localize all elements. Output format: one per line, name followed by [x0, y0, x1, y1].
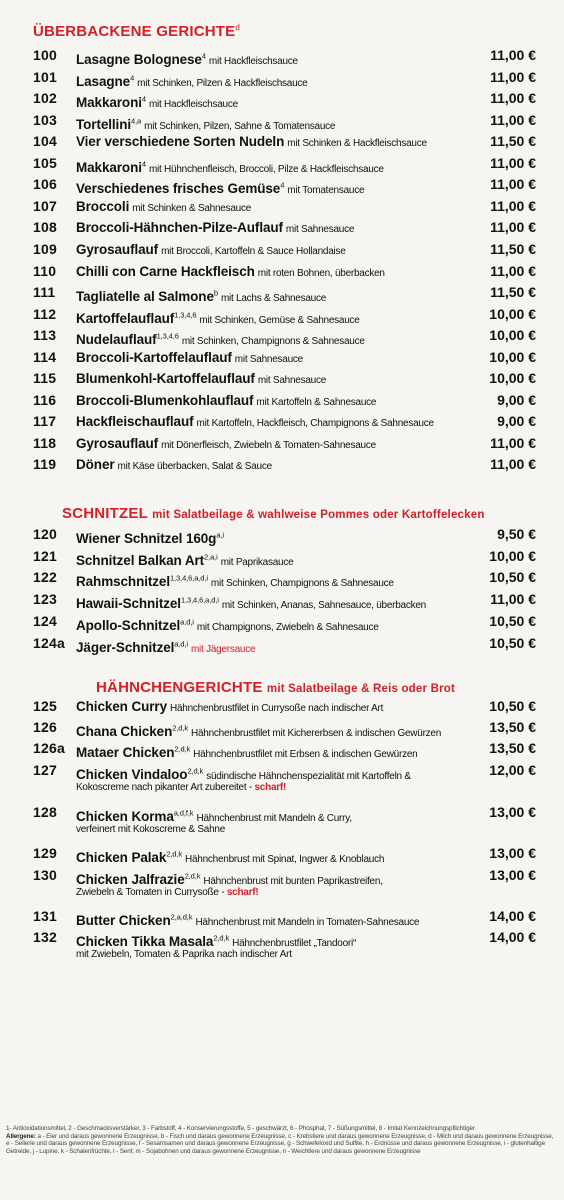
item-allergen-codes: 1,3,4,6 — [174, 310, 197, 319]
footnote-additives: 1- Antioxidationsmittel, 2 - Geschmacksverstärker, 3 - Farbstoff, 4 - Konservierungsstoffe, 5 - geschwärzt, 6 - Phosphat, 7 - Süßungsmittel, 8 - Imitat Kennzeichnungspflichtiger — [6, 1125, 475, 1132]
item-allergen-codes: 1,3,4,6,a,d,i — [180, 595, 219, 604]
item-name — [76, 699, 167, 714]
item-name-text: Gyrosauflauf — [76, 436, 159, 451]
item-number: 102 — [33, 90, 57, 106]
item-name-text: Hawaii-Schnitzel — [76, 595, 181, 611]
item-name — [76, 934, 229, 949]
item-allergen-codes: a,d,i — [180, 617, 194, 626]
item-name — [76, 553, 218, 568]
menu-item — [0, 69, 564, 90]
item-name — [76, 332, 179, 347]
menu-item — [0, 740, 564, 761]
item-description: mit Schinken & Sahnesauce — [132, 203, 252, 214]
item-description: mit Lachs & Sahnesauce — [220, 292, 327, 304]
item-text — [76, 263, 476, 282]
item-name-text: Lasagne — [76, 73, 131, 89]
menu-item — [0, 133, 564, 154]
item-text — [76, 155, 476, 178]
item-description-line2-text: mit Zwiebeln, Tomaten & Paprika nach indischer Art — [76, 949, 292, 960]
item-number: 127 — [33, 762, 57, 778]
item-number: 128 — [33, 804, 57, 820]
item-text — [76, 327, 476, 350]
item-text — [76, 413, 476, 432]
item-description-line2-text: Zwiebeln & Tomaten in Currysoße - — [76, 887, 227, 898]
menu-item — [0, 804, 564, 835]
item-text — [76, 526, 476, 547]
item-text — [76, 435, 476, 454]
item-number: 120 — [33, 526, 57, 542]
item-number: 107 — [33, 198, 57, 214]
item-name — [76, 220, 283, 235]
item-name-text: Broccoli-Blumenkohlauflauf — [76, 393, 254, 408]
item-description-line2-text: Kokoscreme nach pikanter Art zubereitet - — [76, 782, 255, 793]
item-number: 101 — [33, 69, 57, 85]
menu-item — [0, 263, 564, 284]
item-allergen-codes: 4 — [130, 73, 135, 82]
item-text — [76, 698, 476, 717]
item-text — [76, 548, 476, 571]
item-price: 11,50 € — [490, 133, 536, 149]
item-allergen-codes: 2,d,k — [172, 723, 188, 732]
item-description: mit Paprikasauce — [220, 556, 294, 568]
menu-item — [0, 548, 564, 569]
menu-item — [0, 569, 564, 590]
item-description: Hähnchenbrustfilet „Tandoori“ — [232, 937, 357, 949]
item-text — [76, 635, 476, 658]
menu-item — [0, 591, 564, 612]
item-price: 11,50 € — [490, 284, 536, 300]
item-number: 103 — [33, 112, 57, 128]
item-description: mit Dönerfleisch, Zwiebeln & Tomaten-Sahnesauce — [161, 440, 376, 451]
item-name — [76, 767, 203, 782]
item-description: mit Schinken, Champignons & Sahnesauce — [210, 577, 394, 589]
item-description: mit Schinken, Ananas, Sahnesauce, überbacken — [221, 599, 426, 611]
item-price: 11,00 € — [490, 591, 536, 607]
item-name-text: Chilli con Carne Hackfleisch — [76, 264, 255, 279]
item-allergen-codes: 4,a — [131, 116, 142, 125]
item-name — [76, 242, 158, 257]
item-text — [76, 112, 476, 135]
item-number: 116 — [33, 392, 57, 408]
item-name — [76, 181, 284, 196]
item-price: 13,00 € — [489, 845, 536, 861]
item-price: 13,50 € — [489, 719, 536, 735]
menu-item — [0, 698, 564, 719]
item-name — [76, 199, 129, 214]
item-text — [76, 133, 476, 152]
item-price: 10,00 € — [489, 548, 536, 564]
item-description: mit Champignons, Zwiebeln & Sahnesauce — [196, 621, 379, 633]
menu-item — [0, 908, 564, 929]
menu-item — [0, 845, 564, 866]
item-name-text: Kartoffelauflauf — [76, 310, 175, 326]
section-title-text: SCHNITZEL — [62, 505, 148, 522]
menu-item — [0, 176, 564, 197]
item-price: 13,00 € — [489, 804, 536, 820]
item-allergen-codes: 2,d,k — [166, 849, 183, 858]
item-text — [76, 198, 476, 217]
item-name — [76, 264, 255, 279]
item-allergen-codes: 2,a,i — [204, 552, 218, 561]
item-number: 132 — [33, 929, 57, 945]
item-price: 11,00 € — [490, 219, 536, 235]
item-text — [76, 370, 476, 389]
item-name — [76, 574, 208, 589]
item-name — [76, 640, 188, 655]
item-text — [76, 591, 476, 614]
item-name-text: Lasagne Bolognese — [76, 51, 202, 67]
item-text — [76, 47, 476, 70]
item-name-text: Broccoli-Kartoffelauflauf — [76, 350, 232, 365]
menu-item — [0, 284, 564, 305]
item-name — [76, 809, 193, 824]
item-number: 118 — [33, 435, 57, 451]
menu-item — [0, 112, 564, 133]
section-title-schnitzel — [62, 505, 485, 522]
item-number: 131 — [33, 908, 57, 924]
item-description: mit Hackfleischsauce — [208, 55, 298, 67]
item-name-text: Apollo-Schnitzel — [76, 617, 181, 633]
item-description: mit Käse überbacken, Salat & Sauce — [117, 461, 272, 472]
item-name-text: Schnitzel Balkan Art — [76, 552, 205, 568]
item-name-text: Chicken Korma — [76, 808, 174, 824]
item-name-text: Nudelauflauf — [76, 331, 157, 347]
item-name — [76, 350, 232, 365]
item-description: Hähnchenbrust mit bunten Paprikastreifen, — [203, 875, 383, 887]
menu-item — [0, 635, 564, 656]
section-title-text: ÜBERBACKENE GERICHTE — [33, 23, 236, 40]
item-description: mit Hackfleischsauce — [148, 98, 238, 110]
menu-item — [0, 155, 564, 176]
item-description-line2 — [76, 824, 225, 835]
menu-item — [0, 613, 564, 634]
menu-item — [0, 435, 564, 456]
item-name-text: Butter Chicken — [76, 912, 171, 928]
item-price: 9,00 € — [497, 392, 536, 408]
item-price: 10,50 € — [489, 569, 536, 585]
item-text — [76, 69, 476, 92]
item-price: 12,00 € — [489, 762, 536, 778]
item-name — [76, 371, 255, 386]
footnote-allergens-label: Allergene: — [6, 1132, 36, 1140]
item-text — [76, 306, 476, 329]
item-price: 9,00 € — [497, 413, 536, 429]
item-name — [76, 457, 115, 472]
item-price: 14,00 € — [489, 908, 536, 924]
item-description-line2 — [76, 782, 286, 793]
menu-item — [0, 413, 564, 434]
item-name — [76, 745, 190, 760]
item-price: 11,00 € — [490, 198, 536, 214]
item-number: 114 — [33, 349, 57, 365]
item-description-line2 — [76, 949, 292, 960]
item-number: 106 — [33, 176, 57, 192]
item-number: 111 — [33, 284, 56, 300]
item-price: 9,50 € — [497, 526, 536, 542]
item-price: 11,00 € — [490, 69, 536, 85]
item-description: Hähnchenbrust mit Spinat, Ingwer & Knoblauch — [185, 853, 385, 865]
item-price: 10,50 € — [489, 635, 536, 651]
item-number: 108 — [33, 219, 57, 235]
item-text — [76, 845, 476, 868]
item-text — [76, 613, 476, 636]
item-name — [76, 52, 206, 67]
item-name-text: Broccoli — [76, 199, 130, 214]
item-name-text: Döner — [76, 457, 115, 472]
item-number: 100 — [33, 47, 57, 63]
item-name — [76, 289, 218, 304]
item-number: 104 — [33, 133, 57, 149]
item-name-text: Chicken Curry — [76, 699, 167, 714]
menu-item — [0, 241, 564, 262]
item-name-text: Tagliatelle al Salmone — [76, 288, 214, 304]
item-price: 11,00 € — [490, 90, 536, 106]
item-price: 11,00 € — [490, 155, 536, 171]
item-name-text: Chicken Palak — [76, 849, 167, 865]
menu-item — [0, 90, 564, 111]
item-price: 10,00 € — [489, 349, 536, 365]
footnote — [6, 1125, 554, 1155]
menu-item — [0, 719, 564, 740]
item-hot-label: scharf! — [226, 887, 259, 898]
item-price: 11,00 € — [490, 47, 536, 63]
item-name — [76, 596, 219, 611]
item-allergen-codes: 4 — [280, 180, 285, 189]
item-number: 125 — [33, 698, 57, 714]
section-title-haehnchen — [96, 679, 455, 696]
item-name-text: Chana Chicken — [76, 723, 173, 739]
item-description: Hähnchenbrust mit Mandeln & Curry, — [196, 812, 352, 824]
item-allergen-codes: 1,3,4,6 — [156, 331, 179, 340]
item-price: 11,00 € — [490, 456, 536, 472]
item-number: 105 — [33, 155, 57, 171]
item-allergen-codes: a,d,f,k — [173, 808, 194, 817]
item-number: 121 — [33, 548, 57, 564]
menu-item — [0, 526, 564, 547]
item-name — [76, 393, 253, 408]
item-name — [76, 74, 134, 89]
item-description: mit Kartoffeln & Sahnesauce — [256, 397, 377, 408]
item-number: 112 — [33, 306, 57, 322]
item-name-text: Chicken Jalfrazie — [76, 871, 185, 887]
item-allergen-codes: 2,a,d,k — [170, 912, 193, 921]
menu-item — [0, 219, 564, 240]
item-price: 10,00 € — [489, 327, 536, 343]
item-name — [76, 117, 141, 132]
item-text — [76, 392, 476, 411]
item-description: mit roten Bohnen, überbacken — [257, 268, 385, 279]
item-number: 115 — [33, 370, 57, 386]
item-number: 124 — [33, 613, 57, 629]
item-price: 11,00 € — [490, 435, 536, 451]
item-description: mit Schinken, Pilzen & Hackfleischsauce — [137, 77, 308, 89]
item-text — [76, 349, 476, 368]
item-name-text: Makkaroni — [76, 159, 142, 175]
item-price: 14,00 € — [489, 929, 536, 945]
item-price: 10,50 € — [489, 698, 536, 714]
item-price: 11,00 € — [490, 176, 536, 192]
menu-item — [0, 349, 564, 370]
menu-item — [0, 929, 564, 960]
item-price: 13,50 € — [489, 740, 536, 756]
item-allergen-codes: 2,d,k — [213, 933, 230, 942]
section-subtitle: mit Salatbeilage & Reis oder Brot — [266, 683, 456, 695]
item-name-text: Gyrosauflauf — [76, 242, 159, 257]
item-description-line2 — [76, 887, 258, 898]
item-text — [76, 719, 476, 742]
item-name-text: Tortellini — [76, 116, 131, 132]
footnote-allergens: a - Eier und daraus gewonnene Erzeugnisse, b - Fisch und daraus gewonnene Erzeugnisse, c - Krebstiere und daraus gewonnene Erzeugnisse, d - Milch und daraus gewonnene Erzeugnisse, e - Sellerie und daraus gewonnene Erzeugnisse, f - Sesamsamen und daraus gewonnene Erzeugnisse, g - Schwefeloxid und Sulfite, h - Erdnüsse und daraus gewonnene Erzeugnisse, i - glutenhaltige Getreide, j - Lupine, k - Schalenfrüchte, l - Senf, m - Sojabohnen und daraus gewonnene Erzeugnisse, n - Weichtiere und daraus gewonnene Erzeugnisse — [6, 1132, 554, 1155]
item-description: mit Schinken, Pilzen, Sahne & Tomatensauce — [144, 120, 336, 132]
item-number: 119 — [33, 456, 57, 472]
menu-item — [0, 762, 564, 793]
menu-item — [0, 327, 564, 348]
item-name — [76, 436, 158, 451]
item-name — [76, 618, 194, 633]
item-number: 122 — [33, 569, 57, 585]
item-name-text: Chicken Vindaloo — [76, 766, 188, 782]
section-title-ueberbackene — [33, 23, 240, 40]
item-description: südindische Hähnchenspezialität mit Kartoffeln & — [206, 770, 411, 782]
item-price: 10,00 € — [489, 306, 536, 322]
item-name — [76, 414, 194, 429]
section-title-sup: d — [235, 23, 241, 32]
item-price: 11,00 € — [490, 112, 536, 128]
item-text — [76, 908, 476, 931]
item-number: 130 — [33, 867, 57, 883]
item-number: 126a — [33, 740, 65, 756]
item-name-text: Vier verschiedene Sorten Nudeln — [76, 134, 285, 149]
item-number: 110 — [33, 263, 57, 279]
item-text — [76, 90, 476, 113]
item-allergen-codes: 4 — [201, 51, 206, 60]
item-allergen-codes: 4 — [141, 94, 146, 103]
item-text — [76, 219, 476, 238]
item-description: mit Sahnesauce — [234, 354, 303, 365]
item-text — [76, 284, 476, 307]
item-text — [76, 569, 476, 592]
item-price: 13,00 € — [489, 867, 536, 883]
item-price: 10,00 € — [489, 370, 536, 386]
item-description: mit Schinken, Champignons & Sahnesauce — [181, 335, 365, 347]
item-name-text: Rahmschnitzel — [76, 573, 170, 589]
item-allergen-codes: b — [213, 288, 218, 297]
item-description: mit Broccoli, Kartoffeln & Sauce Hollandaise — [161, 246, 346, 257]
item-allergen-codes: a,d,i — [174, 639, 188, 648]
item-text — [76, 456, 476, 475]
item-description: Hähnchenbrustfilet mit Kichererbsen & indischen Gewürzen — [191, 727, 442, 739]
item-number: 124a — [33, 635, 65, 651]
item-name — [76, 160, 146, 175]
item-description: Hähnchenbrust mit Mandeln in Tomaten-Sahnesauce — [195, 916, 420, 928]
item-name-text: Broccoli-Hähnchen-Pilze-Auflauf — [76, 220, 283, 235]
menu-item — [0, 392, 564, 413]
item-description-line2-text: verfeinert mit Kokoscreme & Sahne — [76, 824, 226, 835]
item-number: 113 — [33, 327, 57, 343]
item-allergen-codes: 1,3,4,6,a,d,i — [169, 573, 208, 582]
item-price: 10,50 € — [489, 613, 536, 629]
item-name-text: Chicken Tikka Masala — [76, 933, 214, 949]
item-name — [76, 913, 192, 928]
menu-item — [0, 306, 564, 327]
item-name — [76, 724, 188, 739]
item-number: 126 — [33, 719, 57, 735]
item-number: 123 — [33, 591, 57, 607]
item-description: mit Jägersauce — [190, 643, 256, 655]
item-name — [76, 850, 182, 865]
item-number: 129 — [33, 845, 57, 861]
menu-item — [0, 456, 564, 477]
item-description: mit Sahnesauce — [285, 224, 355, 235]
item-name-text: Mataer Chicken — [76, 744, 175, 760]
item-name-text: Verschiedenes frisches Gemüse — [76, 180, 281, 196]
menu-item — [0, 370, 564, 391]
item-description: mit Sahnesauce — [257, 375, 327, 386]
section-subtitle: mit Salatbeilage & wahlweise Pommes oder Kartoffelecken — [152, 509, 485, 521]
item-name — [76, 134, 284, 149]
item-allergen-codes: a,i — [216, 530, 224, 539]
item-text — [76, 176, 476, 199]
menu-item — [0, 867, 564, 898]
item-number: 109 — [33, 241, 57, 257]
item-name-text: Blumenkohl-Kartoffelauflauf — [76, 371, 255, 386]
item-hot-label: scharf! — [254, 782, 287, 793]
item-allergen-codes: 2,d,k — [174, 744, 191, 753]
menu-item — [0, 198, 564, 219]
item-name — [76, 311, 196, 326]
item-description: Hähnchenbrustfilet mit Erbsen & indischen Gewürzen — [193, 748, 418, 760]
menu-item — [0, 47, 564, 68]
item-description: mit Hühnchenfleisch, Broccoli, Pilze & Hackfleischsauce — [148, 163, 384, 175]
item-allergen-codes: 4 — [141, 159, 146, 168]
item-name — [76, 872, 200, 887]
item-name-text: Makkaroni — [76, 94, 142, 110]
item-allergen-codes: 2,d,k — [187, 766, 204, 775]
item-name-text: Hackfleischauflauf — [76, 414, 194, 429]
item-name-text: Jäger-Schnitzel — [76, 639, 175, 655]
item-name — [76, 531, 224, 546]
item-description: mit Schinken, Gemüse & Sahnesauce — [199, 314, 360, 326]
item-allergen-codes: 2,d,k — [184, 871, 201, 880]
item-description: mit Kartoffeln, Hackfleisch, Champignons & Sahnesauce — [196, 418, 434, 429]
item-price: 11,50 € — [490, 241, 536, 257]
item-description: mit Schinken & Hackfleischsauce — [287, 138, 427, 149]
item-price: 11,00 € — [490, 263, 536, 279]
item-name-text: Wiener Schnitzel 160g — [76, 530, 217, 546]
item-name — [76, 95, 146, 110]
item-number: 117 — [33, 413, 57, 429]
item-text — [76, 740, 476, 763]
item-description: Hähnchenbrustfilet in Currysoße nach indischer Art — [169, 703, 384, 714]
section-title-text: HÄHNCHENGERICHTE — [96, 679, 263, 696]
item-text — [76, 241, 476, 260]
item-description: mit Tomatensauce — [287, 184, 365, 196]
